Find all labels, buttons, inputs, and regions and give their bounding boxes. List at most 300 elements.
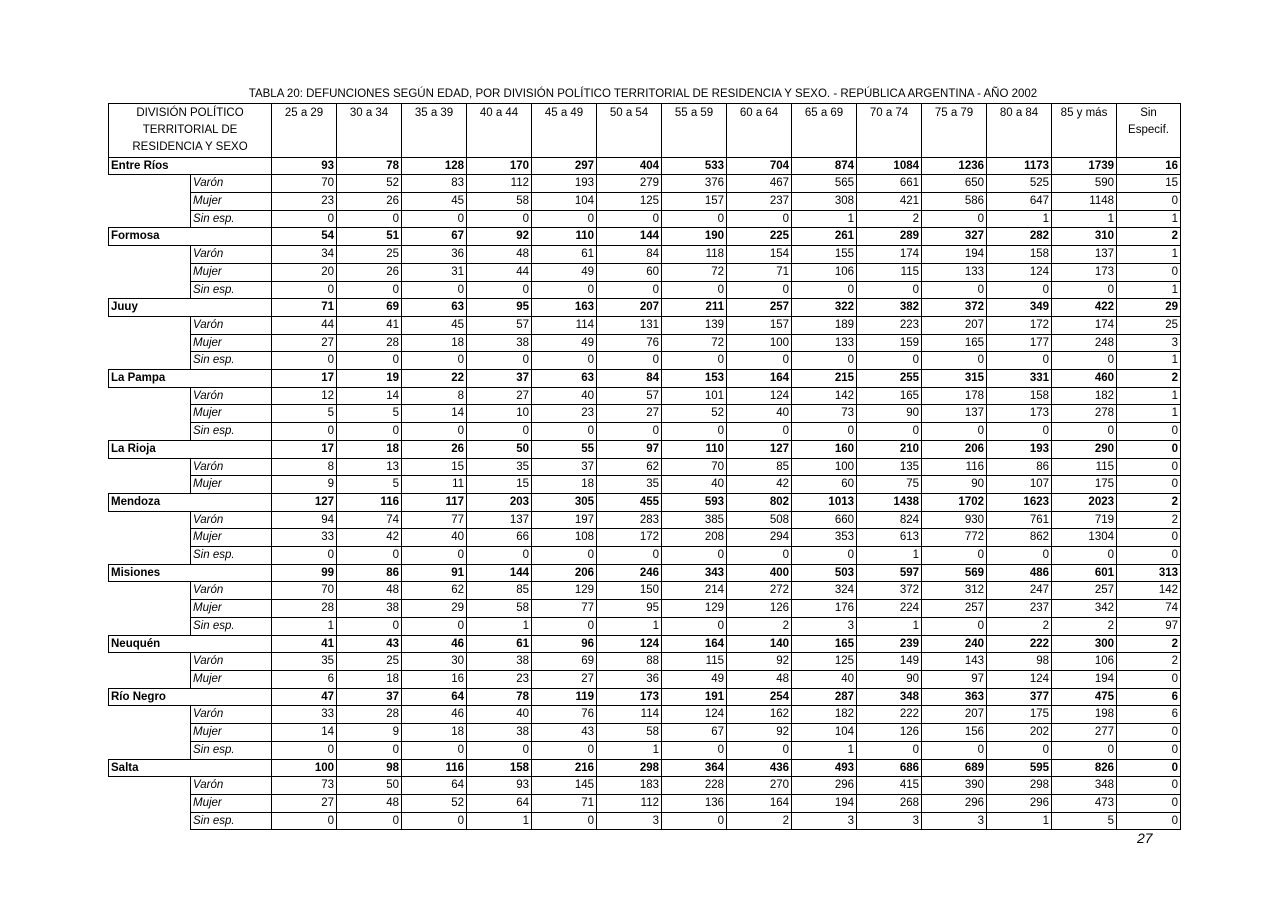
sex-label: Varón <box>191 582 272 600</box>
value-cell: 14 <box>337 387 402 405</box>
value-cell: 0 <box>1117 458 1181 476</box>
total-cell: 2023 <box>1052 493 1117 511</box>
value-cell: 0 <box>272 812 337 830</box>
value-cell: 0 <box>1117 423 1181 441</box>
value-cell: 6 <box>1117 706 1181 724</box>
total-cell: 493 <box>792 759 857 777</box>
total-cell: 16 <box>1117 157 1181 175</box>
value-cell: 72 <box>662 334 727 352</box>
value-cell: 9 <box>337 724 402 742</box>
value-cell: 23 <box>532 405 597 423</box>
province-name: Salta <box>109 759 272 777</box>
value-cell: 139 <box>662 316 727 334</box>
total-cell: 92 <box>467 228 532 246</box>
total-cell: 153 <box>662 370 727 388</box>
table-title: TABLA 20: DEFUNCIONES SEGÚN EDAD, POR DIVISIÓN POLÍTICO TERRITORIAL DE RESIDENCIA Y SEXO. - REPÚBLICA ARGENTINA - AÑO 2002 <box>248 88 1038 100</box>
total-cell: 601 <box>1052 564 1117 582</box>
province-name: Formosa <box>109 228 272 246</box>
value-cell: 126 <box>857 724 922 742</box>
total-cell: 1236 <box>922 157 987 175</box>
total-cell: 37 <box>337 688 402 706</box>
value-cell: 0 <box>1052 352 1117 370</box>
value-cell: 27 <box>272 334 337 352</box>
value-cell: 49 <box>532 334 597 352</box>
total-cell: 41 <box>272 635 337 653</box>
value-cell: 35 <box>272 653 337 671</box>
total-cell: 1623 <box>987 493 1052 511</box>
total-cell: 222 <box>987 635 1052 653</box>
total-cell: 597 <box>857 564 922 582</box>
value-cell: 77 <box>402 511 467 529</box>
total-cell: 207 <box>597 299 662 317</box>
value-cell: 0 <box>272 423 337 441</box>
value-cell: 0 <box>337 210 402 228</box>
sex-label: Sin esp. <box>191 812 272 830</box>
total-cell: 289 <box>857 228 922 246</box>
value-cell: 0 <box>922 210 987 228</box>
indent-cell <box>109 334 191 352</box>
value-cell: 0 <box>467 423 532 441</box>
value-cell: 133 <box>922 263 987 281</box>
value-cell: 11 <box>402 476 467 494</box>
value-cell: 207 <box>922 706 987 724</box>
total-cell: 331 <box>987 370 1052 388</box>
header-age: 50 a 54 <box>597 104 662 158</box>
sex-label: Mujer <box>191 600 272 618</box>
indent-cell <box>109 423 191 441</box>
sex-row <box>109 741 1181 759</box>
indent-cell <box>109 210 191 228</box>
indent-cell <box>109 741 191 759</box>
value-cell: 257 <box>922 600 987 618</box>
value-cell: 1 <box>1117 405 1181 423</box>
value-cell: 0 <box>532 423 597 441</box>
value-cell: 224 <box>857 600 922 618</box>
header-division-line: RESIDENCIA Y SEXO <box>132 141 248 154</box>
header-unspecified-line: Especif. <box>1128 124 1169 137</box>
header-division-line: DIVISIÓN POLÍTICO <box>136 107 244 119</box>
value-cell: 112 <box>597 794 662 812</box>
value-cell: 115 <box>857 263 922 281</box>
value-cell: 296 <box>922 794 987 812</box>
value-cell: 390 <box>922 777 987 795</box>
value-cell: 0 <box>662 210 727 228</box>
value-cell: 116 <box>922 458 987 476</box>
header-age: 30 a 34 <box>337 104 402 158</box>
value-cell: 719 <box>1052 511 1117 529</box>
value-cell: 1 <box>597 617 662 635</box>
value-cell: 0 <box>1117 812 1181 830</box>
table-body <box>109 157 1181 830</box>
total-cell: 173 <box>597 688 662 706</box>
value-cell: 2 <box>727 617 792 635</box>
value-cell: 126 <box>727 600 792 618</box>
value-cell: 324 <box>792 582 857 600</box>
value-cell: 115 <box>1052 458 1117 476</box>
value-cell: 298 <box>987 777 1052 795</box>
value-cell: 0 <box>792 281 857 299</box>
total-cell: 191 <box>662 688 727 706</box>
value-cell: 1 <box>1052 210 1117 228</box>
value-cell: 136 <box>662 794 727 812</box>
value-cell: 0 <box>987 423 1052 441</box>
value-cell: 62 <box>402 582 467 600</box>
value-cell: 26 <box>337 263 402 281</box>
value-cell: 0 <box>597 547 662 565</box>
value-cell: 44 <box>272 316 337 334</box>
value-cell: 6 <box>272 671 337 689</box>
value-cell: 1 <box>1117 210 1181 228</box>
sex-row <box>109 812 1181 830</box>
total-cell: 322 <box>792 299 857 317</box>
value-cell: 125 <box>792 653 857 671</box>
value-cell: 467 <box>727 175 792 193</box>
value-cell: 182 <box>792 706 857 724</box>
value-cell: 0 <box>597 281 662 299</box>
value-cell: 158 <box>987 387 1052 405</box>
total-cell: 78 <box>467 688 532 706</box>
value-cell: 31 <box>402 263 467 281</box>
value-cell: 88 <box>597 653 662 671</box>
total-cell: 422 <box>1052 299 1117 317</box>
value-cell: 473 <box>1052 794 1117 812</box>
total-cell: 315 <box>922 370 987 388</box>
indent-cell <box>109 281 191 299</box>
sex-row <box>109 263 1181 281</box>
value-cell: 0 <box>727 741 792 759</box>
total-cell: 503 <box>792 564 857 582</box>
value-cell: 73 <box>272 777 337 795</box>
total-cell: 78 <box>337 157 402 175</box>
total-cell: 364 <box>662 759 727 777</box>
total-cell: 206 <box>922 440 987 458</box>
indent-cell <box>109 263 191 281</box>
total-cell: 298 <box>597 759 662 777</box>
value-cell: 247 <box>987 582 1052 600</box>
sex-label: Sin esp. <box>191 547 272 565</box>
value-cell: 45 <box>402 193 467 211</box>
province-name: Misiones <box>109 564 272 582</box>
sex-row <box>109 600 1181 618</box>
total-cell: 86 <box>337 564 402 582</box>
value-cell: 0 <box>727 210 792 228</box>
total-cell: 533 <box>662 157 727 175</box>
value-cell: 0 <box>922 547 987 565</box>
value-cell: 71 <box>727 263 792 281</box>
total-cell: 37 <box>467 370 532 388</box>
value-cell: 0 <box>597 352 662 370</box>
sex-label: Mujer <box>191 193 272 211</box>
value-cell: 586 <box>922 193 987 211</box>
value-cell: 36 <box>597 671 662 689</box>
value-cell: 72 <box>662 263 727 281</box>
total-cell: 1438 <box>857 493 922 511</box>
total-cell: 343 <box>662 564 727 582</box>
value-cell: 930 <box>922 511 987 529</box>
indent-cell <box>109 582 191 600</box>
value-cell: 0 <box>337 812 402 830</box>
value-cell: 3 <box>1117 334 1181 352</box>
value-cell: 172 <box>987 316 1052 334</box>
value-cell: 129 <box>532 582 597 600</box>
total-cell: 0 <box>1117 759 1181 777</box>
value-cell: 376 <box>662 175 727 193</box>
page-number: 27 <box>1137 830 1153 846</box>
value-cell: 33 <box>272 706 337 724</box>
value-cell: 0 <box>662 423 727 441</box>
value-cell: 1 <box>792 210 857 228</box>
mortality-table <box>108 103 1181 830</box>
value-cell: 73 <box>792 405 857 423</box>
value-cell: 2 <box>857 210 922 228</box>
total-cell: 158 <box>467 759 532 777</box>
total-cell: 455 <box>597 493 662 511</box>
sex-row <box>109 511 1181 529</box>
value-cell: 176 <box>792 600 857 618</box>
value-cell: 268 <box>857 794 922 812</box>
value-cell: 40 <box>532 387 597 405</box>
value-cell: 237 <box>727 193 792 211</box>
value-cell: 38 <box>467 724 532 742</box>
header-age: 55 a 59 <box>662 104 727 158</box>
total-cell: 372 <box>922 299 987 317</box>
value-cell: 27 <box>597 405 662 423</box>
value-cell: 421 <box>857 193 922 211</box>
value-cell: 9 <box>272 476 337 494</box>
total-cell: 54 <box>272 228 337 246</box>
value-cell: 525 <box>987 175 1052 193</box>
total-cell: 290 <box>1052 440 1117 458</box>
value-cell: 112 <box>467 175 532 193</box>
province-row <box>109 228 1181 246</box>
value-cell: 0 <box>792 352 857 370</box>
value-cell: 0 <box>402 423 467 441</box>
province-row <box>109 635 1181 653</box>
value-cell: 0 <box>272 741 337 759</box>
value-cell: 46 <box>402 706 467 724</box>
province-name: La Pampa <box>109 370 272 388</box>
value-cell: 0 <box>662 812 727 830</box>
value-cell: 38 <box>467 653 532 671</box>
value-cell: 0 <box>402 741 467 759</box>
indent-cell <box>109 794 191 812</box>
value-cell: 565 <box>792 175 857 193</box>
value-cell: 50 <box>337 777 402 795</box>
value-cell: 115 <box>662 653 727 671</box>
value-cell: 0 <box>662 352 727 370</box>
indent-cell <box>109 316 191 334</box>
value-cell: 0 <box>987 741 1052 759</box>
value-cell: 28 <box>272 600 337 618</box>
total-cell: 1084 <box>857 157 922 175</box>
value-cell: 74 <box>1117 600 1181 618</box>
value-cell: 25 <box>337 653 402 671</box>
value-cell: 0 <box>1052 547 1117 565</box>
province-row <box>109 370 1181 388</box>
indent-cell <box>109 653 191 671</box>
value-cell: 650 <box>922 175 987 193</box>
value-cell: 0 <box>402 352 467 370</box>
value-cell: 0 <box>792 423 857 441</box>
value-cell: 27 <box>532 671 597 689</box>
value-cell: 157 <box>727 316 792 334</box>
sex-row <box>109 175 1181 193</box>
indent-cell <box>109 175 191 193</box>
indent-cell <box>109 724 191 742</box>
total-cell: 593 <box>662 493 727 511</box>
value-cell: 74 <box>337 511 402 529</box>
value-cell: 348 <box>1052 777 1117 795</box>
value-cell: 48 <box>337 794 402 812</box>
total-cell: 22 <box>402 370 467 388</box>
province-row <box>109 688 1181 706</box>
value-cell: 107 <box>987 476 1052 494</box>
value-cell: 93 <box>467 777 532 795</box>
value-cell: 58 <box>597 724 662 742</box>
value-cell: 0 <box>987 352 1052 370</box>
value-cell: 61 <box>532 246 597 264</box>
value-cell: 277 <box>1052 724 1117 742</box>
value-cell: 85 <box>467 582 532 600</box>
sex-row <box>109 547 1181 565</box>
value-cell: 70 <box>662 458 727 476</box>
indent-cell <box>109 387 191 405</box>
value-cell: 157 <box>662 193 727 211</box>
value-cell: 28 <box>337 706 402 724</box>
value-cell: 0 <box>1117 777 1181 795</box>
value-cell: 18 <box>402 724 467 742</box>
sex-row <box>109 210 1181 228</box>
value-cell: 124 <box>987 263 1052 281</box>
value-cell: 142 <box>1117 582 1181 600</box>
value-cell: 279 <box>597 175 662 193</box>
total-cell: 17 <box>272 440 337 458</box>
value-cell: 661 <box>857 175 922 193</box>
value-cell: 124 <box>987 671 1052 689</box>
value-cell: 0 <box>467 352 532 370</box>
sex-label: Mujer <box>191 334 272 352</box>
value-cell: 0 <box>792 547 857 565</box>
value-cell: 18 <box>402 334 467 352</box>
sex-row <box>109 529 1181 547</box>
value-cell: 0 <box>597 210 662 228</box>
value-cell: 40 <box>662 476 727 494</box>
value-cell: 1 <box>857 547 922 565</box>
value-cell: 64 <box>402 777 467 795</box>
sex-label: Sin esp. <box>191 352 272 370</box>
province-name: La Rioja <box>109 440 272 458</box>
value-cell: 194 <box>792 794 857 812</box>
value-cell: 660 <box>792 511 857 529</box>
total-cell: 349 <box>987 299 1052 317</box>
value-cell: 1304 <box>1052 529 1117 547</box>
sex-label: Varón <box>191 458 272 476</box>
value-cell: 49 <box>532 263 597 281</box>
total-cell: 91 <box>402 564 467 582</box>
indent-cell <box>109 529 191 547</box>
value-cell: 0 <box>987 547 1052 565</box>
value-cell: 71 <box>532 794 597 812</box>
total-cell: 47 <box>272 688 337 706</box>
value-cell: 27 <box>272 794 337 812</box>
value-cell: 2 <box>727 812 792 830</box>
value-cell: 40 <box>467 706 532 724</box>
value-cell: 5 <box>337 405 402 423</box>
total-cell: 310 <box>1052 228 1117 246</box>
value-cell: 156 <box>922 724 987 742</box>
value-cell: 0 <box>1052 423 1117 441</box>
total-cell: 50 <box>467 440 532 458</box>
total-cell: 689 <box>922 759 987 777</box>
value-cell: 104 <box>532 193 597 211</box>
value-cell: 0 <box>402 210 467 228</box>
header-division-line: TERRITORIAL DE <box>142 124 238 137</box>
value-cell: 155 <box>792 246 857 264</box>
value-cell: 8 <box>272 458 337 476</box>
total-cell: 874 <box>792 157 857 175</box>
value-cell: 0 <box>662 281 727 299</box>
value-cell: 45 <box>402 316 467 334</box>
sex-label: Varón <box>191 246 272 264</box>
value-cell: 1 <box>1117 246 1181 264</box>
value-cell: 214 <box>662 582 727 600</box>
total-cell: 119 <box>532 688 597 706</box>
value-cell: 0 <box>1117 476 1181 494</box>
sex-label: Varón <box>191 777 272 795</box>
value-cell: 590 <box>1052 175 1117 193</box>
value-cell: 70 <box>272 582 337 600</box>
total-cell: 2 <box>1117 370 1181 388</box>
value-cell: 100 <box>792 458 857 476</box>
total-cell: 64 <box>402 688 467 706</box>
total-cell: 97 <box>597 440 662 458</box>
value-cell: 207 <box>922 316 987 334</box>
value-cell: 0 <box>272 210 337 228</box>
sex-label: Mujer <box>191 476 272 494</box>
total-cell: 327 <box>922 228 987 246</box>
value-cell: 172 <box>597 529 662 547</box>
value-cell: 0 <box>1117 794 1181 812</box>
value-cell: 1 <box>467 812 532 830</box>
value-cell: 0 <box>532 617 597 635</box>
value-cell: 92 <box>727 653 792 671</box>
value-cell: 237 <box>987 600 1052 618</box>
total-cell: 400 <box>727 564 792 582</box>
value-cell: 149 <box>857 653 922 671</box>
header-age: 70 a 74 <box>857 104 922 158</box>
value-cell: 101 <box>662 387 727 405</box>
value-cell: 18 <box>532 476 597 494</box>
indent-cell <box>109 352 191 370</box>
value-cell: 69 <box>532 653 597 671</box>
sex-row <box>109 794 1181 812</box>
value-cell: 30 <box>402 653 467 671</box>
value-cell: 143 <box>922 653 987 671</box>
total-cell: 704 <box>727 157 792 175</box>
value-cell: 64 <box>467 794 532 812</box>
value-cell: 94 <box>272 511 337 529</box>
value-cell: 0 <box>402 547 467 565</box>
header-age: 60 a 64 <box>727 104 792 158</box>
total-cell: 2 <box>1117 635 1181 653</box>
header-age: 35 a 39 <box>402 104 467 158</box>
indent-cell <box>109 777 191 795</box>
value-cell: 35 <box>597 476 662 494</box>
total-cell: 486 <box>987 564 1052 582</box>
value-cell: 137 <box>467 511 532 529</box>
total-cell: 1173 <box>987 157 1052 175</box>
value-cell: 57 <box>467 316 532 334</box>
